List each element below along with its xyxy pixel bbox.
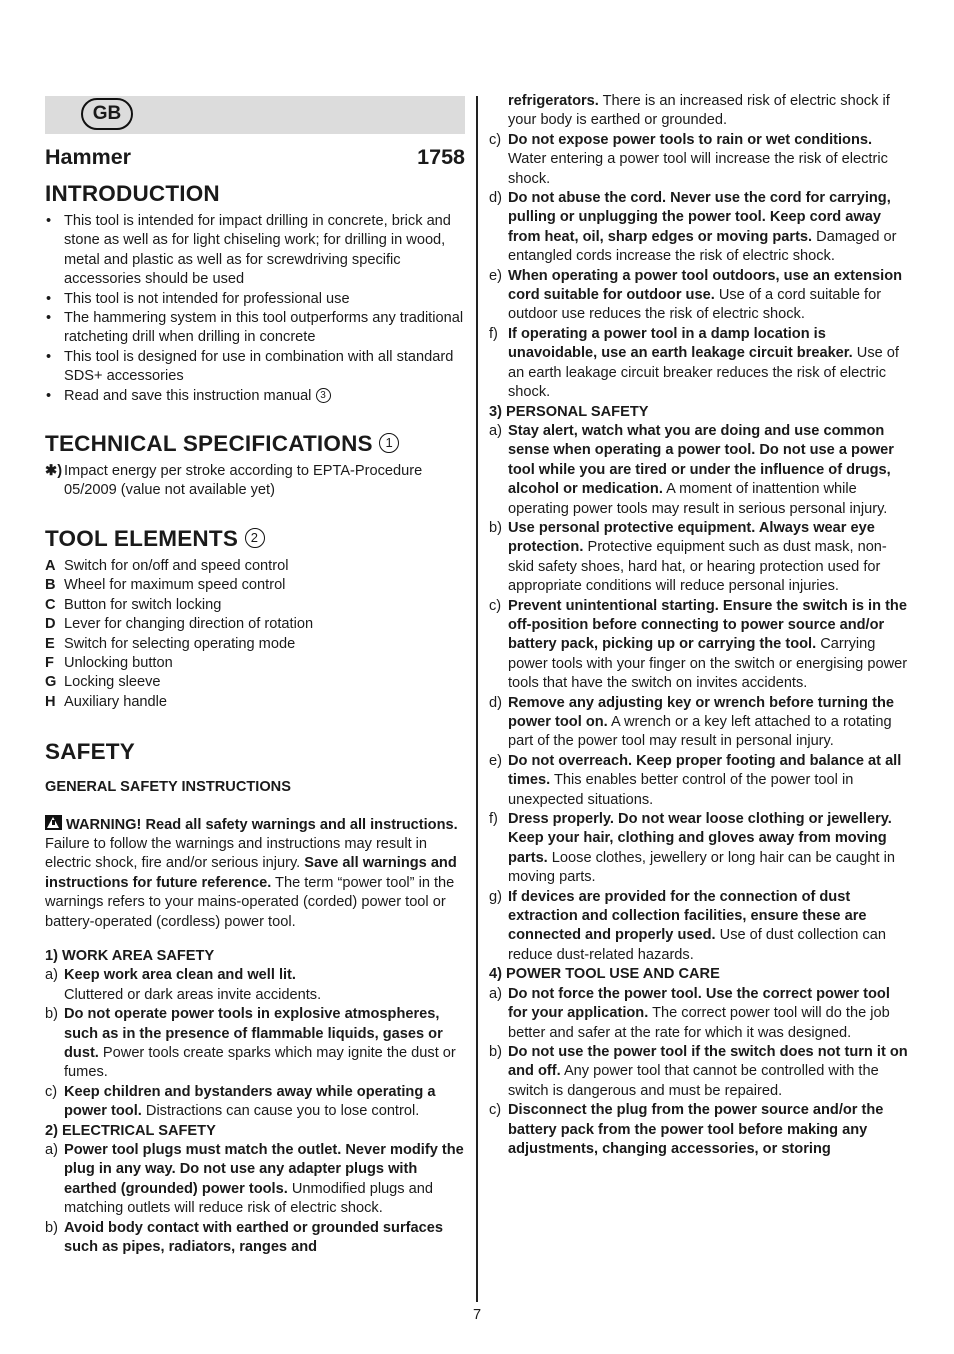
list-item: b) Avoid body contact with earthed or grounded surfaces such as pipes, radiators, ranges and bbox=[45, 1219, 443, 1256]
list-item: • This tool is not intended for professional use bbox=[45, 290, 465, 309]
list-item: c) Keep children and bystanders away while operating a power tool. Distractions can cause you to lose control. bbox=[45, 1083, 436, 1120]
figure-ref-icon: 3 bbox=[316, 388, 331, 403]
asterisk-icon: ✱) bbox=[45, 463, 63, 480]
product-name: Hammer bbox=[45, 145, 132, 169]
product-title-row bbox=[45, 144, 465, 170]
list-item: f) If operating a power tool in a damp location is unavoidable, use an earth leakage circuit breaker. Use of an earth leakage circuit breaker reduces the risk of electric shock. bbox=[489, 325, 899, 401]
list-item: d) Do not abuse the cord. Never use the cord for carrying, pulling or unplugging the power tool. Keep cord away from heat, oil, sharp edges or moving parts. Damaged or entangled cords increase the risk of electric shock. bbox=[489, 190, 897, 265]
list-item: b) Do not operate power tools in explosive atmospheres, such as in the presence of flammable liquids, gases or dust. Power tools create sparks which may ignite the dust or fumes. bbox=[45, 1006, 456, 1081]
right-column bbox=[489, 92, 911, 1159]
language-bar bbox=[45, 96, 465, 134]
list-item: F Unlocking button bbox=[45, 654, 173, 671]
list-item: B Wheel for maximum speed control bbox=[45, 577, 286, 594]
list-item: c) Prevent unintentional starting. Ensure the switch is in the off-position before connecting to power source and/or battery pack, picking up or carrying the tool. Carrying power tools with your finger on the switch or energising power tools that have the switch on invites accidents. bbox=[489, 597, 908, 692]
warning-icon bbox=[45, 815, 62, 830]
section-title: 1) WORK AREA SAFETY bbox=[45, 947, 215, 964]
tech-specs-heading: TECHNICAL SPECIFICATIONS 1 bbox=[45, 430, 465, 458]
list-item: c) Do not expose power tools to rain or wet conditions. Water entering a power tool will increase the risk of electric shock. bbox=[489, 131, 888, 187]
tech-specs-note: ✱) Impact energy per stroke according to EPTA-Procedure 05/2009 (value not available yet) bbox=[45, 463, 423, 499]
list-item: a) Stay alert, watch what you are doing and use common sense when operating a power tool. Do not use a power tool while you are tired or under the influence of drugs, alcohol or medication. A moment of inattention while operating power tools may result in serious personal injury. bbox=[489, 422, 894, 517]
list-item: f) Dress properly. Do not wear loose clothing or jewellery. Keep your hair, clothing and gloves away from moving parts. Loose clothes, jewellery or long hair can be caught in moving parts. bbox=[489, 811, 895, 886]
column-divider bbox=[476, 96, 478, 1302]
section-title: 3) PERSONAL SAFETY bbox=[489, 403, 649, 420]
figure-ref-icon: 2 bbox=[245, 528, 265, 548]
list-item: • This tool is designed for use in combination with all standard SDS+ accessories bbox=[45, 348, 465, 387]
list-item: H Auxiliary handle bbox=[45, 693, 168, 710]
list-item: G Locking sleeve bbox=[45, 674, 161, 691]
list-item: a) Keep work area clean and well lit. Cluttered or dark areas invite accidents. bbox=[45, 967, 322, 1003]
list-item: b) Use personal protective equipment. Always wear eye protection. Protective equipment such as dust mask, non-skid safety shoes, hard hat, or hearing protection used for appropriate conditions will reduce personal injuries. bbox=[489, 519, 887, 595]
list-item: a) Do not force the power tool. Use the correct power tool for your application. The correct power tool will do the job better and safer at the rate for which it was designed. bbox=[489, 985, 890, 1041]
list-item: d) Remove any adjusting key or wrench before turning the power tool on. A wrench or a key left attached to a rotating part of the power tool may result in personal injury. bbox=[489, 694, 895, 750]
list-item-continued: refrigerators. There is an increased risk of electric shock if your body is earthed or grounded. bbox=[508, 93, 890, 129]
language-badge: GB bbox=[81, 98, 133, 130]
figure-ref-icon: 1 bbox=[379, 433, 399, 453]
page-number: 7 bbox=[472, 1307, 482, 1323]
list-item: E Switch for selecting operating mode bbox=[45, 635, 296, 652]
left-column bbox=[45, 96, 465, 1257]
tool-elements-heading: TOOL ELEMENTS 2 bbox=[45, 525, 465, 553]
list-item: g) If devices are provided for the connection of dust extraction and collection facilities, ensure these are connected and properly used. Use of dust collection can reduce dust-related hazards. bbox=[489, 888, 886, 963]
list-item: C Button for switch locking bbox=[45, 596, 222, 613]
list-item: • The hammering system in this tool outperforms any traditional ratcheting drill when drilling in concrete bbox=[45, 309, 465, 348]
section-title: 4) POWER TOOL USE AND CARE bbox=[489, 966, 720, 983]
list-item: c) Disconnect the plug from the power source and/or the battery pack from the power tool before making any adjustments, changing accessories, or storing bbox=[489, 1102, 884, 1157]
section-title: 2) ELECTRICAL SAFETY bbox=[45, 1122, 216, 1139]
tool-elements-list bbox=[45, 557, 465, 712]
safety-heading: SAFETY bbox=[45, 739, 135, 765]
list-item: e) When operating a power tool outdoors, use an extension cord suitable for outdoor use. Use of a cord suitable for outdoor use reduces the risk of electric shock. bbox=[489, 267, 903, 323]
model-number: 1758 bbox=[417, 145, 465, 169]
list-item: b) Do not use the power tool if the switch does not turn it on and off. Any power tool that cannot be controlled with the switch is dangerous and must be repaired. bbox=[489, 1043, 908, 1099]
general-safety-heading: GENERAL SAFETY INSTRUCTIONS bbox=[45, 779, 291, 796]
introduction-list bbox=[45, 212, 465, 406]
list-item: • Read and save this instruction manual 3 bbox=[45, 387, 465, 406]
list-item: e) Do not overreach. Keep proper footing and balance at all times. This enables better control of the power tool in unexpected situations. bbox=[489, 752, 902, 808]
list-item: • This tool is intended for impact drilling in concrete, brick and stone as well as for light chiseling work; for drilling in wood, metal and plastic as well as for screwdriving specific accessories should be used bbox=[45, 212, 465, 290]
warning-paragraph: WARNING! Read all safety warnings and all instructions. Failure to follow the warnings and instructions may result in electric shock, fire and/or serious injury. Save all warnings and instructions for future reference. The term “power tool” in the warnings refers to your mains-operated (corded) power tool or battery-operated (cordless) power tool. bbox=[45, 816, 458, 930]
list-item: a) Power tool plugs must match the outlet. Never modify the plug in any way. Do not use any adapter plugs with earthed (grounded) power tools. Unmodified plugs and matching outlets will reduce risk of electric shock. bbox=[45, 1142, 464, 1217]
list-item: A Switch for on/off and speed control bbox=[45, 557, 289, 574]
list-item: D Lever for changing direction of rotation bbox=[45, 616, 314, 633]
introduction-heading: INTRODUCTION bbox=[45, 181, 220, 206]
